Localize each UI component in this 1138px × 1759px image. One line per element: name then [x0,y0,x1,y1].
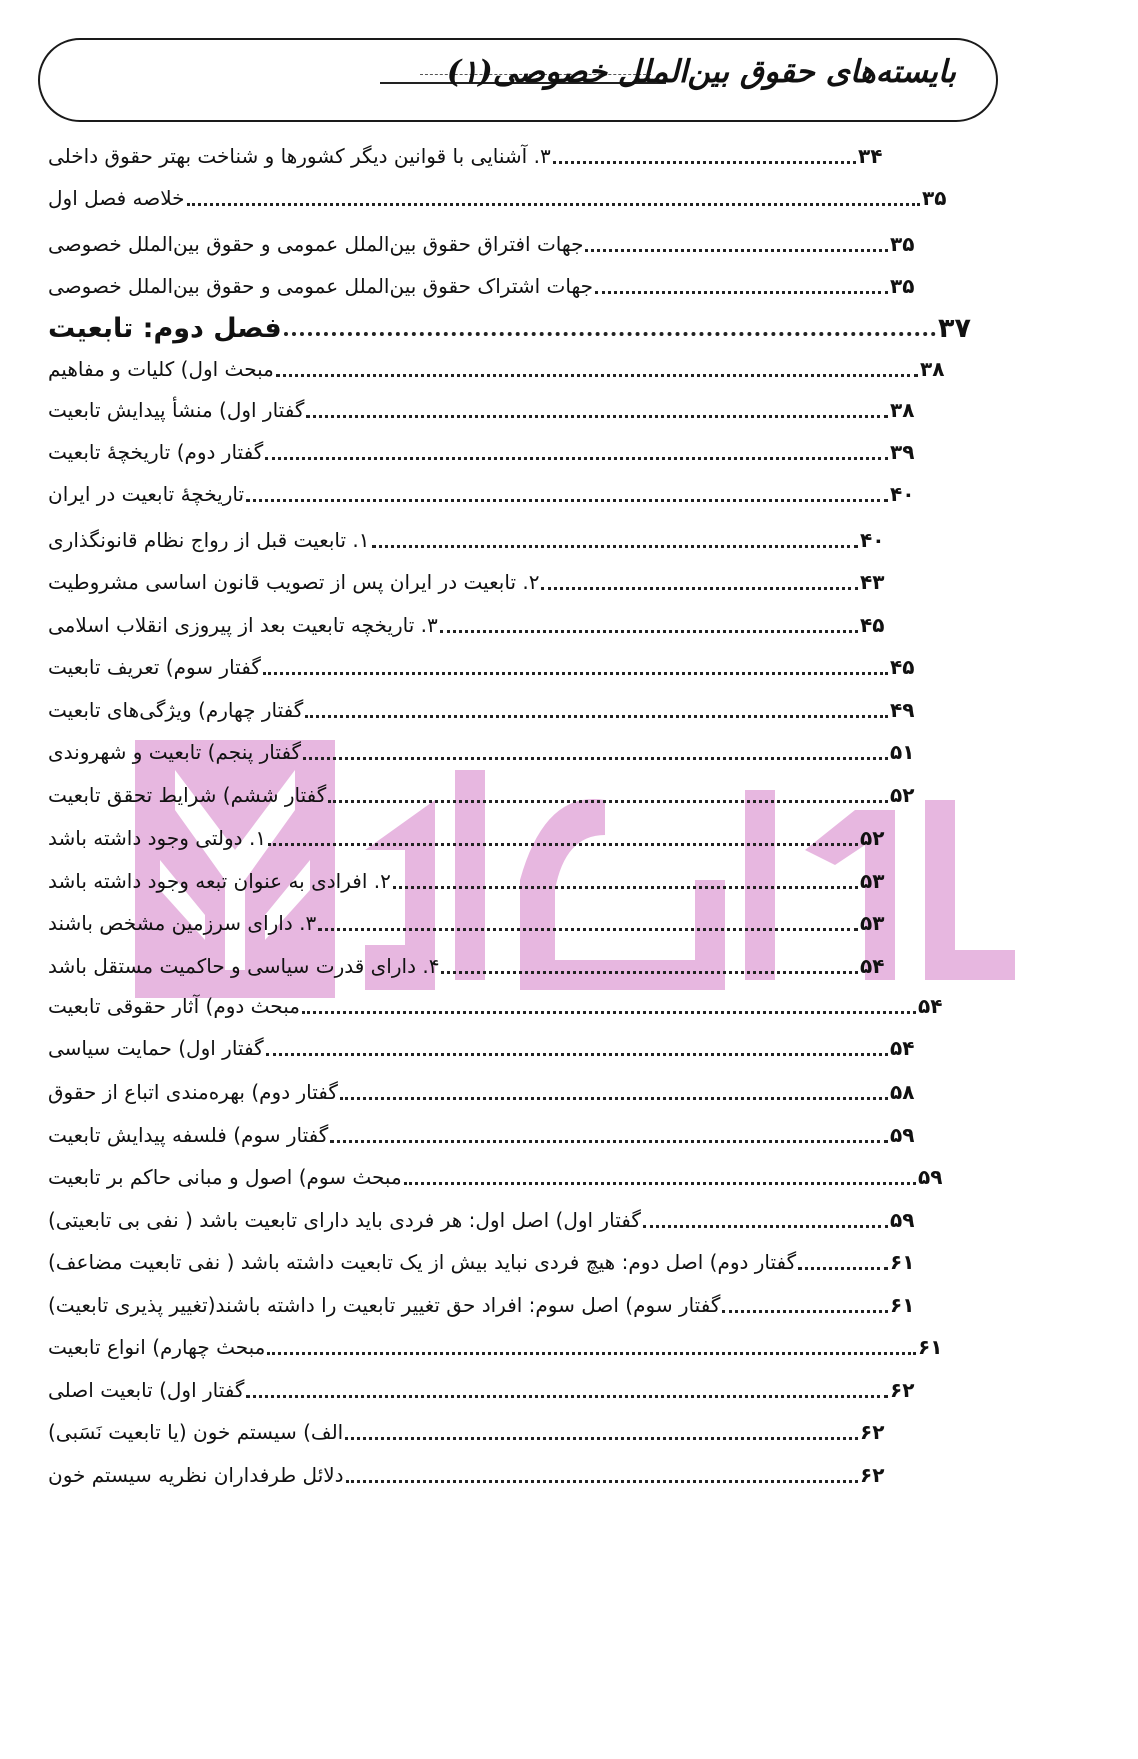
dot-leader [404,1182,916,1185]
toc-entry[interactable] [48,818,904,858]
toc-entry[interactable] [48,1242,934,1282]
toc-entry-title: گفتار سوم) تعریف تابعیت [48,655,261,679]
toc-entry-page: ۶۲ [860,1420,885,1444]
toc-entry-title: گفتار دوم) بهره‌مندی اتباع از حقوق [48,1080,338,1104]
toc-entry-page: ۳۵ [890,274,915,298]
dot-leader [306,415,888,418]
dot-leader [265,457,888,460]
toc-entry-title: خلاصه فصل اول [48,186,185,210]
toc-entry[interactable] [48,432,934,472]
toc-entry-title: ۱. دولتی وجود داشته باشد [48,826,267,850]
toc-entry[interactable] [48,690,934,730]
dot-leader [318,928,858,931]
toc-entry-page: ۵۴ [860,954,885,978]
toc-entry[interactable] [48,390,934,430]
toc-entry-page: ۶۱ [890,1293,915,1317]
toc-entry[interactable] [48,1157,962,1197]
toc-entry-title: ۴. دارای قدرت سیاسی و حاکمیت مستقل باشد [48,954,440,978]
toc-entry-page: ۵۳ [860,911,885,935]
toc-entry[interactable] [48,1412,904,1452]
toc-entry[interactable] [48,986,962,1026]
toc-entry-page: ۳۸ [890,398,915,422]
dot-leader [798,1267,888,1270]
toc-entry[interactable] [48,1285,934,1325]
toc-entry-title: ۱. تابعیت قبل از رواج نظام قانونگذاری [48,528,370,552]
toc-entry-title: ۳. دارای سرزمین مشخص باشند [48,911,317,935]
toc-entry-page: ۴۰ [890,482,915,506]
toc-entry[interactable] [48,775,934,815]
dot-leader [305,715,888,718]
toc-entry-page: ۵۴ [890,1036,915,1060]
toc-entry[interactable] [48,349,964,389]
dot-leader [553,161,856,164]
toc-entry[interactable] [48,903,904,943]
toc-entry-page: ۵۹ [918,1165,943,1189]
toc-entry[interactable] [48,647,934,687]
toc-entry-title: گفتار پنجم) تابعیت و شهروندی [48,740,302,764]
dot-leader [441,971,858,974]
toc-entry-title: گفتار سوم) اصل سوم: افراد حق تغییر تابعیت را داشته باشند(تغییر پذیری تابعیت) [48,1293,721,1317]
toc-entry-title: گفتار چهارم) ویژگی‌های تابعیت [48,698,304,722]
toc-entry-page: ۴۳ [860,570,885,594]
toc-entry-title: گفتار اول) اصل اول: هر فردی باید دارای تابعیت باشد ( نفی بی تابعیتی) [48,1208,641,1232]
toc-entry-page: ۴۵ [860,613,885,637]
toc-entry-title: جهات افتراق حقوق بین‌الملل عمومی و حقوق بین‌الملل خصوصی [48,232,584,256]
toc-entry-page: ۵۸ [890,1080,915,1104]
toc-entry-title: دلائل طرفداران نظریه سیستم خون [48,1463,344,1487]
dot-leader [187,203,920,206]
toc-entry-page: ۵۲ [890,783,915,807]
toc-entry-title: گفتار اول) منشأ پیدایش تابعیت [48,398,305,422]
toc-entry-page: ۶۱ [890,1250,915,1274]
dot-leader [330,1140,888,1143]
toc-entry-page: ۳۸ [920,357,945,381]
toc-entry-title: گفتار دوم) تاریخچهٔ تابعیت [48,440,264,464]
dot-leader [440,630,858,633]
toc-entry-page: ۳۷ [938,312,971,344]
toc-entry-page: ۳۹ [890,440,915,464]
dot-leader [303,757,888,760]
toc-entry[interactable] [48,1455,904,1495]
toc-entry-page: ۳۴ [858,144,883,168]
toc-entry[interactable] [48,266,934,306]
toc-entry-page: ۶۱ [918,1335,943,1359]
toc-entry-page: ۵۹ [890,1123,915,1147]
dot-leader [595,291,888,294]
toc-entry-title: گفتار اول) حمایت سیاسی [48,1036,264,1060]
dot-leader [541,587,858,590]
toc-entry[interactable] [48,1072,934,1112]
toc-chapter-entry[interactable] [48,308,990,348]
toc-entry-page: ۶۲ [890,1378,915,1402]
toc-entry[interactable] [48,1028,934,1068]
dot-leader [340,1097,888,1100]
toc-entry-page: ۶۲ [860,1463,885,1487]
dot-leader [345,1437,858,1440]
dot-leader [284,332,936,336]
toc-entry[interactable] [48,732,934,772]
toc-entry-title: تاریخچهٔ تابعیت در ایران [48,482,245,506]
toc-entry-page: ۳۵ [890,232,915,256]
dot-leader [585,249,888,252]
toc-entry-title: ۲. تابعیت در ایران پس از تصویب قانون اساسی مشروطیت [48,570,540,594]
dot-leader [302,1011,916,1014]
dot-leader [722,1310,888,1313]
toc-entry-page: ۵۳ [860,869,885,893]
toc-entry-title: گفتار دوم) اصل دوم: هیچ فردی نباید بیش از یک تابعیت داشته باشد ( نفی تابعیت مضاعف) [48,1250,797,1274]
toc-entry[interactable] [48,562,904,602]
toc-entry[interactable] [48,605,904,645]
toc-entry-page: ۵۹ [890,1208,915,1232]
toc-entry-title: ۲. افرادی به عنوان تبعه وجود داشته باشد [48,869,391,893]
toc-entry-page: ۵۱ [890,740,915,764]
toc-entry-title: جهات اشتراک حقوق بین‌الملل عمومی و حقوق بین‌الملل خصوصی [48,274,594,298]
toc-entry[interactable] [48,1115,934,1155]
toc-entry-page: ۳۵ [922,186,947,210]
dot-leader [328,800,888,803]
toc-entry-page: ۴۵ [890,655,915,679]
dot-leader [246,1395,888,1398]
toc-entry-page: ۵۴ [918,994,943,1018]
toc-entry[interactable] [48,946,904,986]
toc-entry-title: فصل دوم: تابعیت [48,312,282,344]
toc-entry-title: الف) سیستم خون (یا تابعیت نَسَبی) [48,1420,344,1444]
toc-entry-title: گفتار ششم) شرایط تحقق تابعیت [48,783,327,807]
dot-leader [276,374,918,377]
toc-entry-title: مبحث دوم) آثار حقوقی تابعیت [48,994,300,1018]
toc-entry-title: ۳. آشنایی با قوانین دیگر کشورها و شناخت بهتر حقوق داخلی [48,144,551,168]
toc-entry-title: گفتار اول) تابعیت اصلی [48,1378,245,1402]
toc-entry-page: ۵۲ [860,826,885,850]
toc-entry-page: ۴۰ [860,528,885,552]
dot-leader [643,1225,888,1228]
toc-entry-title: مبحث اول) کلیات و مفاهیم [48,357,274,381]
toc-entry[interactable] [48,1370,934,1410]
toc-entry[interactable] [48,136,902,176]
book-title: بایسته‌های حقوق بین‌الملل خصوصی(۱) [446,54,956,90]
dot-leader [267,1352,916,1355]
toc-entry[interactable] [48,1200,934,1240]
toc-entry-title: ۳. تاریخچه تابعیت بعد از پیروزی انقلاب اسلامی [48,613,438,637]
toc-entry-title: مبحث سوم) اصول و مبانی حاکم بر تابعیت [48,1165,402,1189]
toc-entry[interactable] [48,861,904,901]
toc-entry[interactable] [48,224,934,264]
dot-leader [268,843,858,846]
dot-leader [266,1053,888,1056]
dot-leader [246,499,888,502]
toc-entry-title: مبحث چهارم) انواع تابعیت [48,1335,266,1359]
dot-leader [346,1480,858,1483]
toc-entry[interactable] [48,520,904,560]
dot-leader [393,886,858,889]
toc-entry-title: گفتار سوم) فلسفه پیدایش تابعیت [48,1123,329,1147]
dot-leader [263,672,888,675]
toc-entry[interactable] [48,474,934,514]
toc-entry[interactable] [48,178,966,218]
toc-entry-page: ۴۹ [890,698,915,722]
dot-leader [372,545,858,548]
toc-entry[interactable] [48,1327,962,1367]
